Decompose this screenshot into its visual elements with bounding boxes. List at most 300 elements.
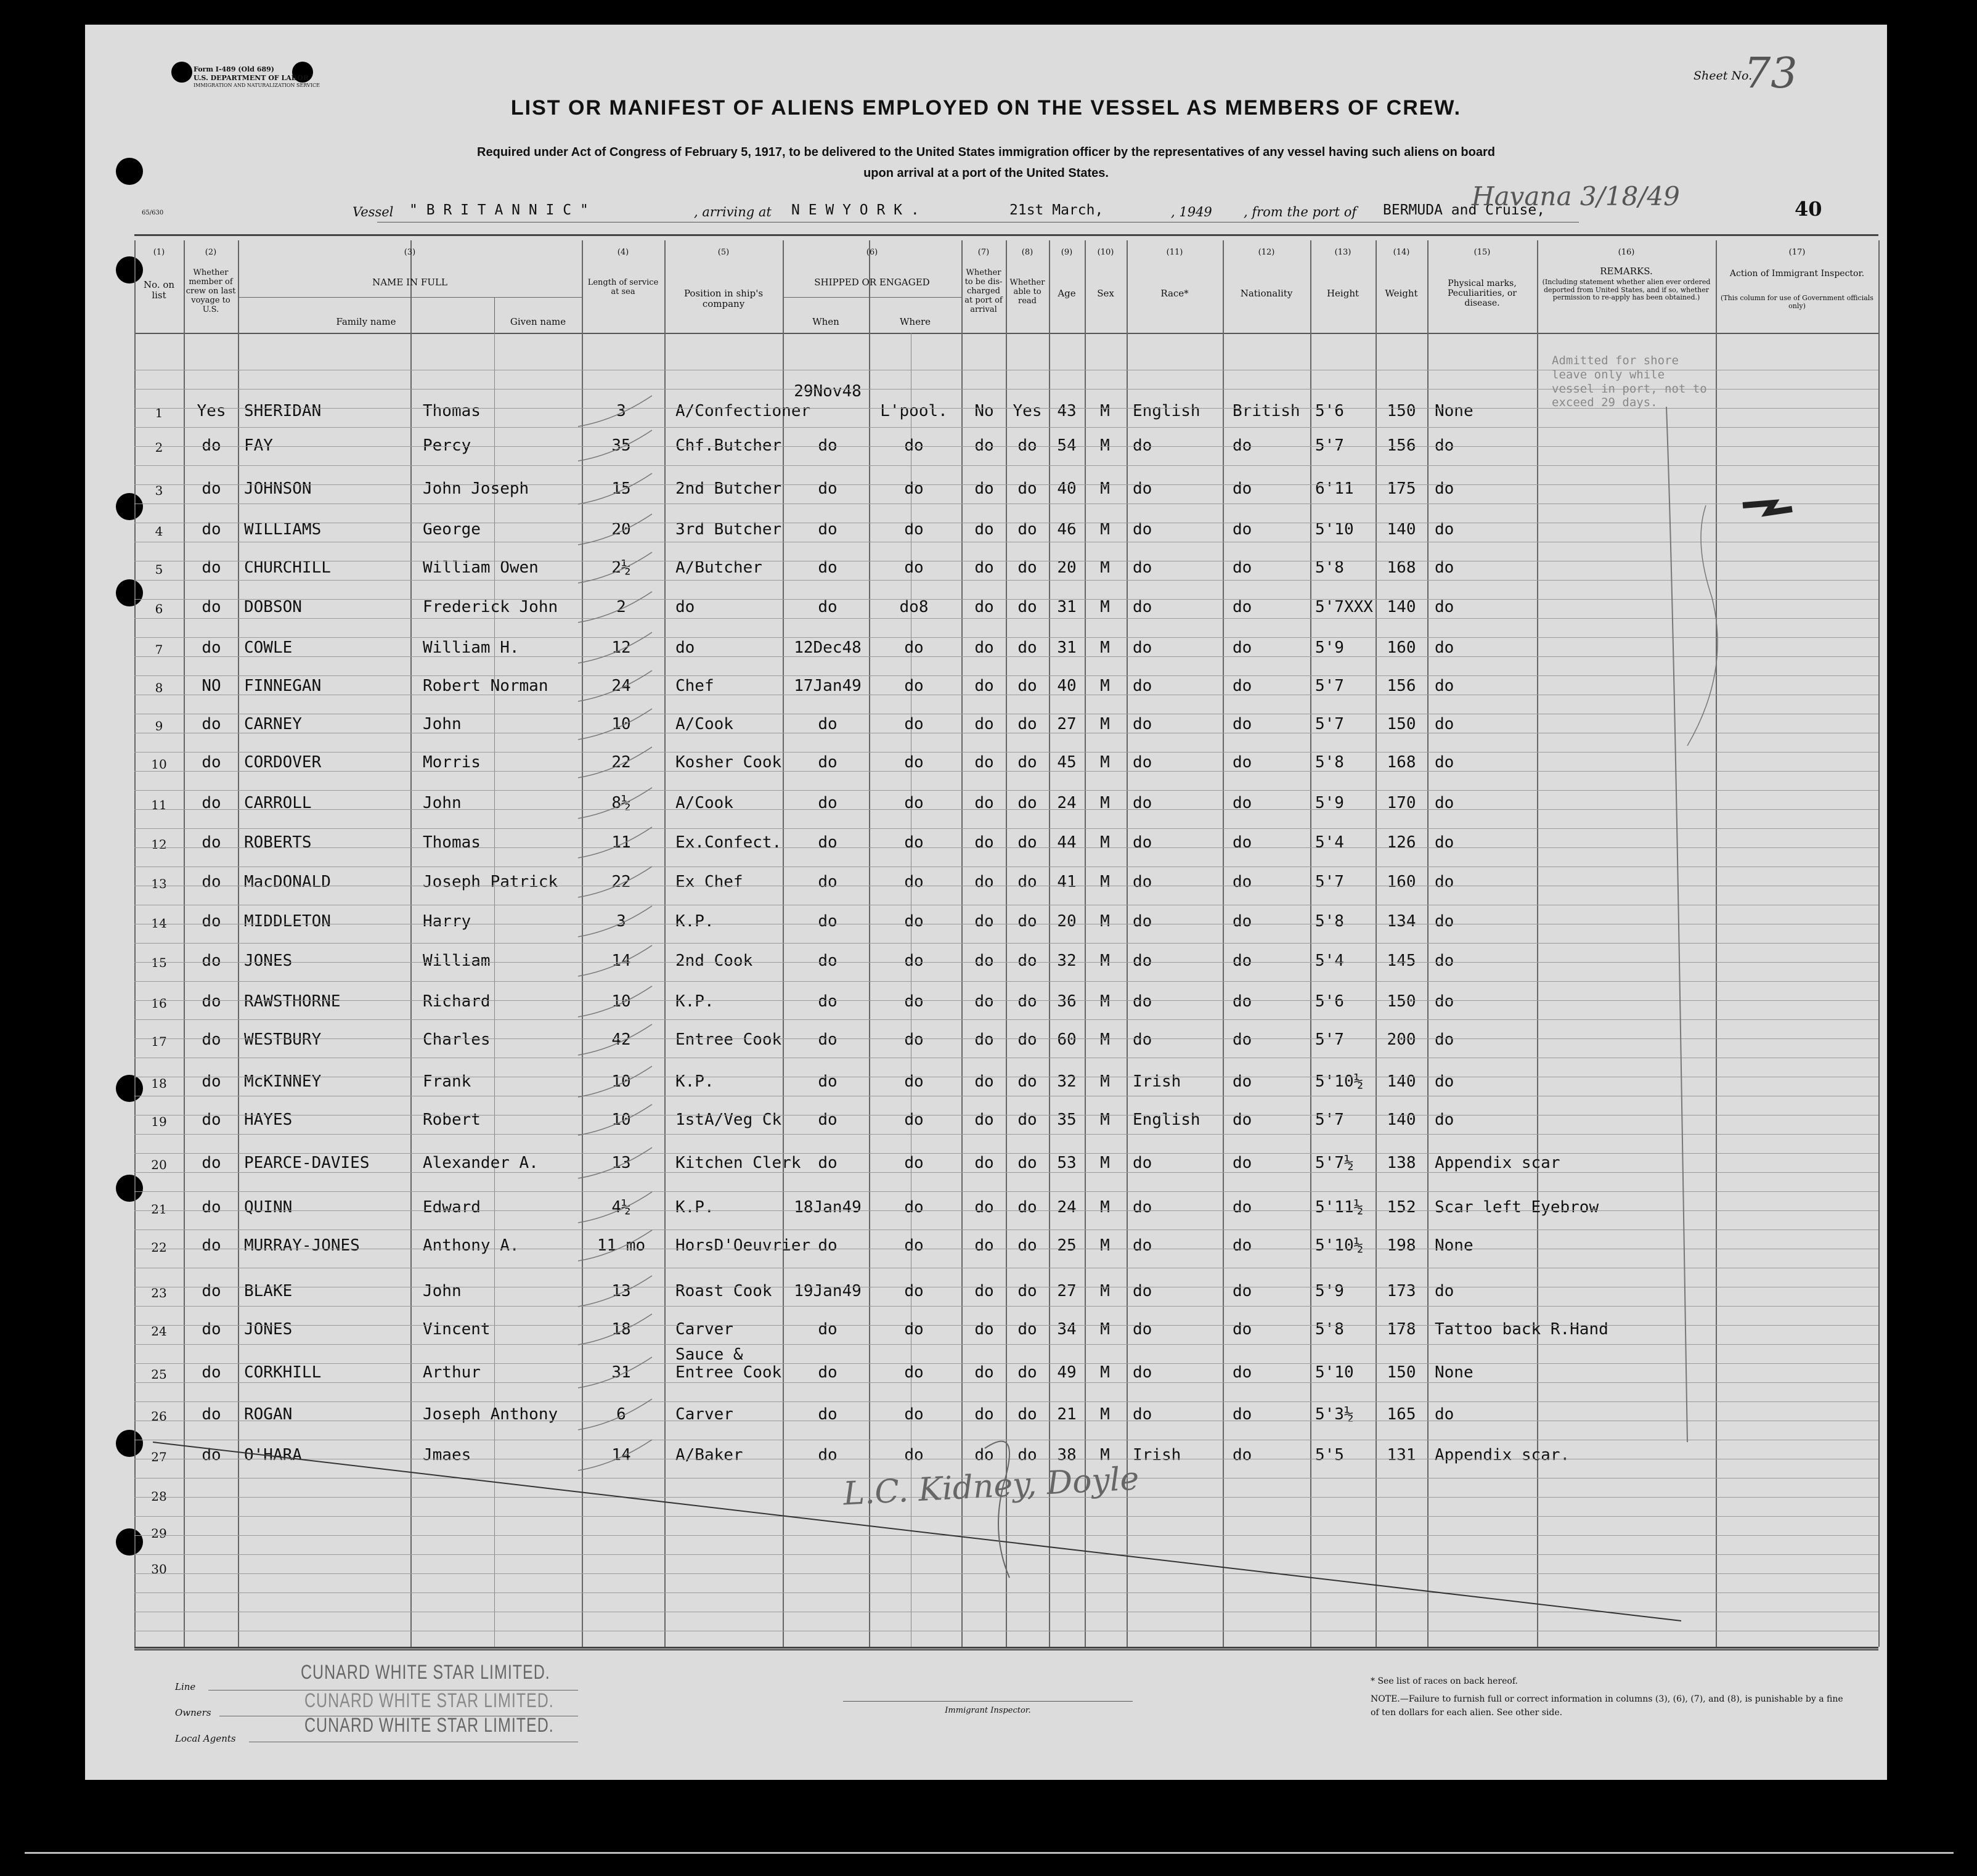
cell-height: 5'5 — [1315, 1446, 1344, 1464]
cell-given: John — [423, 1282, 462, 1300]
cell-weight: 160 — [1387, 638, 1416, 657]
cell-family: FINNEGAN — [244, 677, 322, 695]
cell-marks: Scar left Eyebrow — [1435, 1198, 1599, 1217]
cell-when: do — [818, 992, 838, 1011]
subtitle-line-2: upon arrival at a port of the United States. — [863, 166, 1109, 180]
cell-given: Harry — [423, 912, 471, 931]
cell-read: do — [1017, 912, 1037, 931]
column-number: (11) — [1166, 248, 1183, 257]
cell-prev: do — [202, 520, 221, 539]
cell-where: do — [904, 479, 924, 498]
cell-where: do — [904, 638, 924, 657]
cell-length: 10 — [611, 715, 631, 733]
cell-disch: do — [974, 1236, 994, 1255]
cell-where: do — [904, 1282, 924, 1300]
cell-family: CORKHILL — [244, 1363, 322, 1382]
column-number: (14) — [1393, 248, 1410, 257]
cell-race: do — [1133, 794, 1152, 812]
cell-sex: M — [1100, 833, 1110, 852]
col-header-given-name: Given name — [510, 316, 566, 327]
cell-when: do — [818, 794, 838, 812]
cell-position: 3rd Butcher — [675, 520, 782, 539]
cell-weight: 140 — [1387, 598, 1416, 616]
cell-length: 22 — [611, 753, 631, 772]
cell-prev: do — [202, 436, 221, 455]
row-number: 20 — [151, 1157, 167, 1172]
cell-height: 5'7 — [1315, 677, 1344, 695]
cell-marks: do — [1435, 1030, 1454, 1049]
cell-length: 13 — [611, 1154, 631, 1172]
cell-sex: M — [1100, 1282, 1110, 1300]
cell-prev: do — [202, 558, 221, 577]
cell-disch: do — [974, 1030, 994, 1049]
cell-age: 34 — [1057, 1320, 1077, 1339]
cell-length: 11 mo — [597, 1236, 646, 1255]
cell-disch: do — [974, 715, 994, 733]
arrival-date: 21st March, — [1009, 202, 1104, 218]
cell-weight: 178 — [1387, 1320, 1416, 1339]
cell-nat: do — [1233, 912, 1252, 931]
cell-position: Ex.Confect. — [675, 833, 782, 852]
cell-disch: do — [974, 1072, 994, 1091]
cell-sex: M — [1100, 952, 1110, 970]
cell-when: do — [818, 952, 838, 970]
cell-family: COWLE — [244, 638, 293, 657]
cell-when: do — [818, 1154, 838, 1172]
row-number: 6 — [155, 602, 163, 616]
cell-prev: NO — [202, 677, 221, 695]
cell-height: 5'7XXX — [1315, 598, 1373, 616]
cell-given: John — [423, 715, 462, 733]
owners-label: Owners — [175, 1707, 211, 1718]
cell-marks: do — [1435, 833, 1454, 852]
cell-when: do — [818, 873, 838, 891]
cell-when: 17Jan49 — [794, 677, 862, 695]
cell-age: 54 — [1057, 436, 1077, 455]
cell-disch: do — [974, 1320, 994, 1339]
cell-when: do — [818, 912, 838, 931]
cell-marks: do — [1435, 638, 1454, 657]
cell-position: Carver — [675, 1320, 733, 1339]
cell-height: 5'7 — [1315, 436, 1344, 455]
cell-race: English — [1133, 1111, 1200, 1129]
cell-read: do — [1017, 1405, 1037, 1424]
column-number: (13) — [1334, 248, 1351, 257]
cell-where: do — [904, 912, 924, 931]
cell-position: A/Cook — [675, 794, 733, 812]
cell-weight: 145 — [1387, 952, 1416, 970]
col-header-length-service: Length of service at sea — [587, 278, 659, 296]
cell-nat: British — [1233, 402, 1300, 420]
cell-marks: do — [1435, 753, 1454, 772]
arriving-label: , arriving at — [694, 205, 772, 219]
cell-given: Morris — [423, 753, 481, 772]
cell-race: do — [1133, 912, 1152, 931]
cell-read: do — [1017, 753, 1037, 772]
cell-read: do — [1017, 558, 1037, 577]
cell-race: do — [1133, 1363, 1152, 1382]
vessel-label: Vessel — [353, 205, 394, 219]
col-header-physical-marks: Physical marks, Peculiarities, or disease. — [1448, 279, 1517, 309]
cell-sex: M — [1100, 1236, 1110, 1255]
cell-when: do — [818, 1111, 838, 1129]
cell-nat: do — [1233, 833, 1252, 852]
cell-marks: Appendix scar. — [1435, 1446, 1570, 1464]
cell-when: do — [818, 1236, 838, 1255]
cell-read: do — [1017, 520, 1037, 539]
arrival-port: N E W Y O R K . — [791, 202, 919, 218]
form-side-code: 65/630 — [142, 210, 164, 216]
cell-height: 5'8 — [1315, 558, 1344, 577]
row-number: 16 — [151, 996, 167, 1011]
cell-nat: do — [1233, 1236, 1252, 1255]
cell-disch: do — [974, 952, 994, 970]
empty-row-number: 29 — [151, 1526, 167, 1541]
column-number: (9) — [1061, 248, 1073, 257]
cell-read: do — [1017, 479, 1037, 498]
cell-nat: do — [1233, 1030, 1252, 1049]
cell-family: MURRAY-JONES — [244, 1236, 360, 1255]
column-number: (5) — [717, 248, 730, 257]
column-number: (7) — [977, 248, 990, 257]
cell-position: Chf.Butcher — [675, 436, 782, 455]
cell-age: 32 — [1057, 952, 1077, 970]
cell-weight: 200 — [1387, 1030, 1416, 1049]
cell-race: English — [1133, 402, 1200, 420]
cell-given: Thomas — [423, 402, 481, 420]
column-number: (10) — [1097, 248, 1114, 257]
row-number: 11 — [151, 797, 167, 812]
cell-where: do — [904, 1072, 924, 1091]
cell-marks: do — [1435, 1072, 1454, 1091]
cell-weight: 150 — [1387, 715, 1416, 733]
cell-sex: M — [1100, 1154, 1110, 1172]
cell-sex: M — [1100, 873, 1110, 891]
cell-race: do — [1133, 833, 1152, 852]
cell-where: do — [904, 992, 924, 1011]
cell-given: William H. — [423, 638, 520, 657]
cell-race: do — [1133, 1282, 1152, 1300]
cell-sex: M — [1100, 520, 1110, 539]
cell-nat: do — [1233, 1446, 1252, 1464]
cell-where: do — [904, 952, 924, 970]
cell-position: K.P. — [675, 1198, 714, 1217]
cell-position: A/Butcher — [675, 558, 762, 577]
cell-length: 13 — [611, 1282, 631, 1300]
cell-given: Charles — [423, 1030, 491, 1049]
cell-nat: do — [1233, 1282, 1252, 1300]
cell-prev: do — [202, 1236, 221, 1255]
cell-family: QUINN — [244, 1198, 293, 1217]
cell-family: CHURCHILL — [244, 558, 331, 577]
cell-sex: M — [1100, 1198, 1110, 1217]
cell-weight: 138 — [1387, 1154, 1416, 1172]
cell-weight: 173 — [1387, 1282, 1416, 1300]
cell-read: do — [1017, 794, 1037, 812]
handwritten-port-note: Havana 3/18/49 — [1472, 181, 1680, 211]
cell-given: Joseph Patrick — [423, 873, 558, 891]
cell-sex: M — [1100, 436, 1110, 455]
cell-when: do — [818, 520, 838, 539]
cell-weight: 126 — [1387, 833, 1416, 852]
pencil-stroke — [1687, 505, 1718, 746]
cell-position: Ex Chef — [675, 873, 743, 891]
cell-race: do — [1133, 479, 1152, 498]
cell-disch: do — [974, 1282, 994, 1300]
col-header-where: Where — [899, 316, 931, 327]
cell-family: BLAKE — [244, 1282, 293, 1300]
cell-position: do — [675, 638, 695, 657]
cell-disch: do — [974, 520, 994, 539]
cell-where: do — [904, 833, 924, 852]
cell-length: 15 — [611, 479, 631, 498]
row-number: 19 — [151, 1114, 167, 1129]
cell-prev: do — [202, 912, 221, 931]
cell-disch: do — [974, 992, 994, 1011]
inspector-signature: L.C. Kidney, Doyle — [842, 1460, 1140, 1513]
cell-weight: 150 — [1387, 402, 1416, 420]
cell-where: do — [904, 753, 924, 772]
column-number: (2) — [205, 248, 217, 257]
remarks-note: Admitted for shore leave only while vessel in port, not to exceed 29 days. — [1552, 354, 1707, 410]
cell-weight: 131 — [1387, 1446, 1416, 1464]
cell-race: do — [1133, 677, 1152, 695]
cell-disch: do — [974, 873, 994, 891]
row-number: 13 — [151, 876, 167, 891]
cell-given: Arthur — [423, 1363, 481, 1382]
cell-weight: 156 — [1387, 436, 1416, 455]
cell-sex: M — [1100, 992, 1110, 1011]
cell-nat: do — [1233, 715, 1252, 733]
cell-family: WILLIAMS — [244, 520, 322, 539]
cell-age: 46 — [1057, 520, 1077, 539]
cell-race: do — [1133, 952, 1152, 970]
cell-nat: do — [1233, 873, 1252, 891]
cell-disch: do — [974, 1363, 994, 1382]
cell-marks: do — [1435, 873, 1454, 891]
cell-race: do — [1133, 753, 1152, 772]
column-number: (8) — [1021, 248, 1033, 257]
cell-nat: do — [1233, 1198, 1252, 1217]
cell-length: 24 — [611, 677, 631, 695]
owners-stamp: CUNARD WHITE STAR LIMITED. — [304, 1689, 554, 1713]
service-name: IMMIGRATION AND NATURALIZATION SERVICE — [194, 82, 320, 88]
cell-length: 31 — [611, 1363, 631, 1382]
cell-position: 2nd Butcher — [675, 479, 782, 498]
cell-age: 31 — [1057, 638, 1077, 657]
document-title: LIST OR MANIFEST OF ALIENS EMPLOYED ON THE VESSEL AS MEMBERS OF CREW. — [510, 96, 1462, 120]
cell-height: 5'10 — [1315, 520, 1354, 539]
cell-prev: do — [202, 1363, 221, 1382]
cell-read: do — [1017, 715, 1037, 733]
cell-marks: do — [1435, 1282, 1454, 1300]
cell-race: Irish — [1133, 1446, 1181, 1464]
cell-nat: do — [1233, 1154, 1252, 1172]
cell-position: Sauce & Entree Cook — [675, 1345, 782, 1382]
cell-nat: do — [1233, 677, 1252, 695]
page-number: 40 — [1795, 197, 1822, 221]
cell-given: Joseph Anthony — [423, 1405, 558, 1424]
cell-height: 5'8 — [1315, 912, 1344, 931]
cell-length: 2 — [616, 598, 626, 616]
cell-prev: do — [202, 638, 221, 657]
cell-read: do — [1017, 436, 1037, 455]
cell-where: do — [904, 1236, 924, 1255]
cell-height: 5'3½ — [1315, 1405, 1354, 1424]
row-number: 22 — [151, 1240, 167, 1255]
cell-race: Irish — [1133, 1072, 1181, 1091]
cell-where: do — [904, 715, 924, 733]
row-number: 27 — [151, 1450, 167, 1464]
cell-age: 20 — [1057, 912, 1077, 931]
cell-marks: do — [1435, 479, 1454, 498]
col-header-remarks-note: (Including statement whether alien ever ordered deported from United States, and if so, whether permission to re-apply has been obtained.) — [1542, 278, 1711, 302]
cell-height: 5'9 — [1315, 794, 1344, 812]
cell-where: do — [904, 558, 924, 577]
cell-family: ROBERTS — [244, 833, 312, 852]
cell-race: do — [1133, 992, 1152, 1011]
cell-when: do — [818, 436, 838, 455]
cell-weight: 165 — [1387, 1405, 1416, 1424]
cell-length: 22 — [611, 873, 631, 891]
cell-marks: do — [1435, 952, 1454, 970]
cell-prev: do — [202, 1446, 221, 1464]
remarks-ditto-line — [1666, 407, 1687, 1442]
cell-read: do — [1017, 1030, 1037, 1049]
cell-given: Frank — [423, 1072, 471, 1091]
cell-given: Edward — [423, 1198, 481, 1217]
cell-position: K.P. — [675, 992, 714, 1011]
column-number: (4) — [617, 248, 629, 257]
cell-position: 2nd Cook — [675, 952, 753, 970]
cell-height: 5'7 — [1315, 715, 1344, 733]
cell-sex: M — [1100, 1030, 1110, 1049]
cell-prev: do — [202, 715, 221, 733]
cell-age: 43 — [1057, 402, 1077, 420]
row-number: 26 — [151, 1409, 167, 1424]
cell-position: A/Baker — [675, 1446, 743, 1464]
cell-length: 8½ — [611, 794, 631, 812]
cell-given: Thomas — [423, 833, 481, 852]
cell-sex: M — [1100, 1363, 1110, 1382]
cell-weight: 152 — [1387, 1198, 1416, 1217]
cell-family: JONES — [244, 1320, 293, 1339]
cell-family: MIDDLETON — [244, 912, 331, 931]
cell-nat: do — [1233, 520, 1252, 539]
pencil-marks — [85, 25, 1887, 1780]
column-number: (3) — [404, 248, 416, 257]
cell-prev: do — [202, 952, 221, 970]
row-number: 21 — [151, 1202, 167, 1217]
row-number: 3 — [155, 483, 163, 498]
cell-read: do — [1017, 677, 1037, 695]
row-number: 25 — [151, 1367, 167, 1382]
cell-race: do — [1133, 638, 1152, 657]
cell-when: do — [818, 1363, 838, 1382]
cell-family: JOHNSON — [244, 479, 312, 498]
cell-length: 6 — [616, 1405, 626, 1424]
col-header-inspector-note: (This column for use of Government officials only) — [1721, 294, 1873, 310]
cell-disch: do — [974, 479, 994, 498]
cell-given: Anthony A. — [423, 1236, 520, 1255]
cell-age: 20 — [1057, 558, 1077, 577]
cell-prev: do — [202, 1072, 221, 1091]
cell-nat: do — [1233, 753, 1252, 772]
cell-position: Kitchen Clerk — [675, 1154, 801, 1172]
col-header-prev-voyage: Whether member of crew on last voyage to U.S. — [185, 268, 236, 314]
cell-height: 5'7 — [1315, 1030, 1344, 1049]
cell-race: do — [1133, 598, 1152, 616]
cell-where: do — [904, 1030, 924, 1049]
col-header-inspector-action: Action of Immigrant Inspector. — [1729, 269, 1865, 279]
cell-marks: do — [1435, 794, 1454, 812]
cell-age: 40 — [1057, 677, 1077, 695]
manifest-sheet — [85, 25, 1887, 1780]
cell-nat: do — [1233, 1111, 1252, 1129]
cell-position: HorsD'Oeuvrier — [675, 1236, 811, 1255]
cell-when: do — [818, 1405, 838, 1424]
cell-when: do — [818, 558, 838, 577]
cell-age: 40 — [1057, 479, 1077, 498]
cell-position: A/Cook — [675, 715, 733, 733]
row-number: 7 — [155, 642, 163, 657]
cell-length: 14 — [611, 952, 631, 970]
cell-weight: 150 — [1387, 1363, 1416, 1382]
cell-family: CORDOVER — [244, 753, 322, 772]
cell-given: Robert — [423, 1111, 481, 1129]
cell-marks: do — [1435, 1111, 1454, 1129]
cell-race: do — [1133, 1320, 1152, 1339]
cell-family: SHERIDAN — [244, 402, 322, 420]
cell-prev: do — [202, 479, 221, 498]
penalty-note: NOTE.—Failure to furnish full or correct information in columns (3), (6), (7), and (8), is punishable by a fine of ten dollars for each alien. See other side. — [1371, 1694, 1843, 1718]
cell-weight: 140 — [1387, 520, 1416, 539]
frame-rule — [25, 1852, 1954, 1854]
cell-given: Jmaes — [423, 1446, 471, 1464]
cell-race: do — [1133, 436, 1152, 455]
cell-marks: do — [1435, 715, 1454, 733]
cell-family: O'HARA — [244, 1446, 302, 1464]
column-number: (15) — [1474, 248, 1491, 257]
cell-height: 6'11 — [1315, 479, 1354, 498]
cell-age: 27 — [1057, 715, 1077, 733]
cell-marks: do — [1435, 598, 1454, 616]
cell-prev: do — [202, 1198, 221, 1217]
cell-nat: do — [1233, 436, 1252, 455]
cell-when: do — [818, 1446, 838, 1464]
agents-stamp: CUNARD WHITE STAR LIMITED. — [304, 1714, 554, 1737]
cell-height: 5'7 — [1315, 1111, 1344, 1129]
col-header-when: When — [812, 316, 839, 327]
cell-age: 32 — [1057, 1072, 1077, 1091]
col-header-shipped: SHIPPED OR ENGAGED — [814, 277, 930, 288]
cell-prev: do — [202, 1320, 221, 1339]
cell-nat: do — [1233, 638, 1252, 657]
col-header-discharged: Whether to be dis-charged at port of arrival — [964, 268, 1003, 314]
department-name: U.S. DEPARTMENT OF LABOR — [194, 73, 309, 82]
row-number: 2 — [155, 440, 163, 455]
cell-marks: Tattoo back R.Hand — [1435, 1320, 1608, 1339]
cell-when: do — [818, 1320, 838, 1339]
cell-disch: do — [974, 1446, 994, 1464]
cell-disch: do — [974, 912, 994, 931]
cell-age: 44 — [1057, 833, 1077, 852]
cell-age: 21 — [1057, 1405, 1077, 1424]
cell-nat: do — [1233, 1405, 1252, 1424]
col-header-position: Position in ship's company — [683, 288, 764, 310]
cell-sex: M — [1100, 912, 1110, 931]
cell-marks: Appendix scar — [1435, 1154, 1560, 1172]
